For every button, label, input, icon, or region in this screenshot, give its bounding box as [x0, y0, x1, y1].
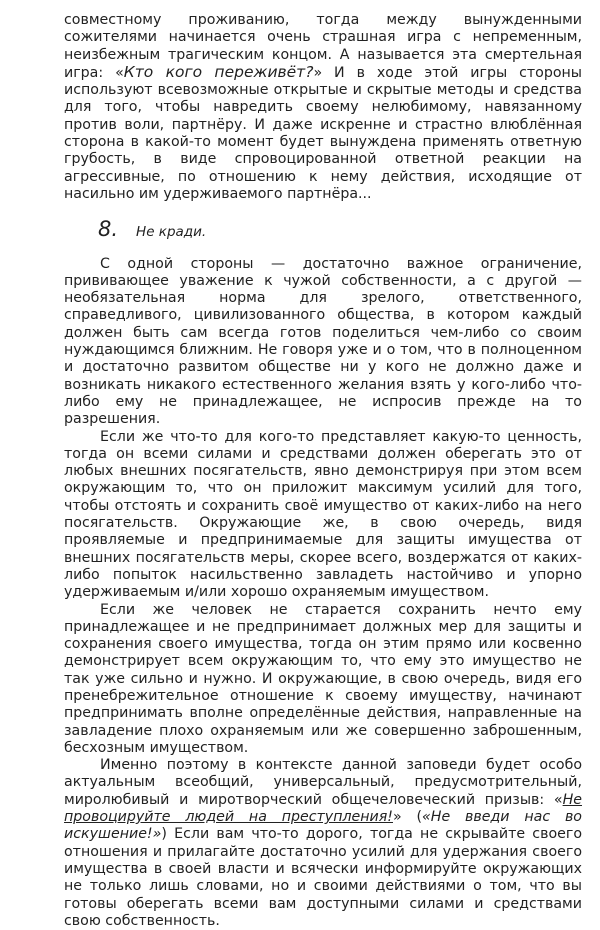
- final-text-part3: ) Если вам что-то дорого, тогда не скрывайте своего отношения и прилагайте достаточно усилий для удержания своего имущества в своей власти и всячески информируйте окружающих не только лишь словами, но и своими действиями о том, что вы готовы оберегать всеми вам доступными силами и средствами свою собственность.: [64, 826, 582, 929]
- final-text-part2: » (: [393, 809, 423, 826]
- section-heading: [64, 217, 582, 242]
- body-paragraph: С одной стороны — достаточно важное ограничение, прививающее уважение к чужой собственности, а с другой — необязательная норма для зрелого, ответственного, справедливого, цивилизованного общества, в котором каждый должен быть сам всегда готов поделиться чем-либо со своим нуждающимся ближним. Не говоря уже и о том, что в полноценном и достаточно развитом обществе ни у кого не должно даже и возникать никакого естественного желания взять у кого-либо что-либо ему не принадлежащее, не испросив прежде на то разрешения.: [64, 255, 582, 428]
- intro-text-part1: совместному проживанию, тогда между вынужденными сожителями начинается очень страшная игра с непременным, неизбежным трагическим концом. А называется эта смертельная игра: «: [64, 12, 582, 81]
- call-provoke: Не провоцируйте людей на преступления!: [64, 791, 582, 826]
- intro-paragraph: [64, 12, 582, 203]
- game-name: Кто кого переживёт?: [123, 62, 314, 81]
- call-temptation: «Не введи нас во искушение!»: [64, 809, 582, 843]
- intro-text-part2: » И в ходе этой игры стороны используют всевозможные открытые и скрытые методы и средства для того, чтобы навредить своему нелюбимому, навязанному против воли, партнёру. И даже искренне и страстно влюблённая сторона в какой-то момент будет вынуждена применять ответную грубость, в виде спровоцированной ответной реакции на агрессивные, по отношению к нему действия, исходящие от насильно им удерживаемого партнёра...: [64, 64, 582, 202]
- final-paragraph: [64, 757, 582, 930]
- body-paragraph: Если же человек не старается сохранить нечто ему принадлежащее и не предпринимает должных мер для защиты и сохранения своего имущества, тогда он этим прямо или косвенно демонстрирует всем окружающим то, что ему это имущество не так уже сильно и нужно. И окружающие, в свою очередь, видя его пренебрежительное отношение к своему имуществу, начинают предпринимать вполне определённые действия, направленные на завладение плохо охраняемым или же совершенно заброшенным, бесхозным имуществом.: [64, 601, 582, 756]
- section-number: 8.: [98, 217, 119, 242]
- final-text-part1: Именно поэтому в контексте данной заповеди будет особо актуальным всеобщий, универсальный, предусмотрительный, миролюбивый и миротворческий общечеловеческий призыв: «: [64, 757, 582, 808]
- section-title: Не кради.: [136, 224, 207, 241]
- body-paragraph: Если же что-то для кого-то представляет какую-то ценность, тогда он всеми силами и средствами должен оберегать это от любых внешних посягательств, явно демонстрируя при этом всем окружающим то, что он приложит максимум усилий для того, чтобы отстоять и сохранить своё имущество от каких-либо на него посягательств. Окружающие же, в свою очередь, видя проявляемые и предпринимаемые для защиты имущества от внешних посягательств меры, скорее всего, воздержатся от каких-либо попыток насильственно завладеть настойчиво и упорно удерживаемым и/или хорошо охраняемым имуществом.: [64, 428, 582, 601]
